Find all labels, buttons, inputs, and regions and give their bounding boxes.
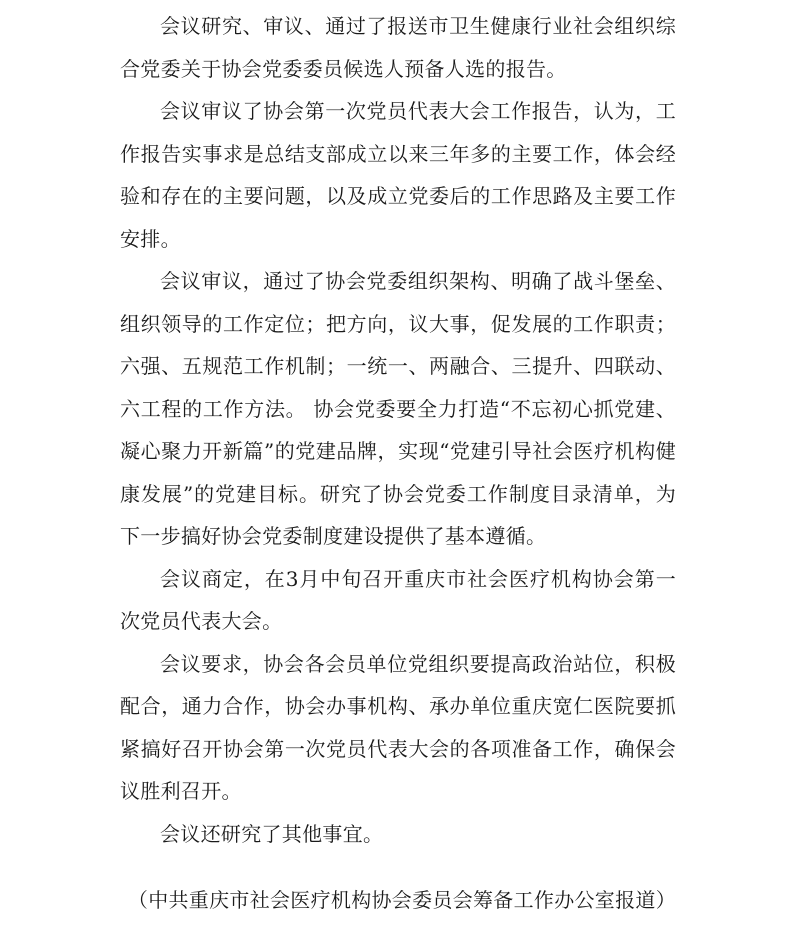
paragraph-organization-structure: 会议审议，通过了协会党委组织架构、明确了战斗堡垒、组织领导的工作定位；把方向，议大事，促发展的工作职责；六强、五规范工作机制；一统一、两融合、三提升、四联动、六工程的工作方法。 协会党委要全力打造“不忘初心抓党建、凝心聚力开新篇”的党建品牌，实现“党建引导社会医疗机构健康发展”的党建目标。研究了协会党委工作制度目录清单，为下一步搞好协会党委制度建设提供了基本遵循。 <box>120 269 676 548</box>
paragraph-review-candidates: 会议研究、审议、通过了报送市卫生健康行业社会组织综合党委关于协会党委委员候选人预备人选的报告。 <box>120 14 676 81</box>
paragraph-requirements: 会议要求，协会各会员单位党组织要提高政治站位，积极配合，通力合作，协会办事机构、承办单位重庆宽仁医院要抓紧搞好召开协会第一次党员代表大会的各项准备工作，确保会议胜利召开。 <box>120 651 676 803</box>
paragraph-work-report: 会议审议了协会第一次党员代表大会工作报告，认为，工作报告实事求是总结支部成立以来三年多的主要工作，体会经验和存在的主要问题，以及成立党委后的工作思路及主要工作安排。 <box>120 99 676 251</box>
paragraph-meeting-schedule: 会议商定，在3月中旬召开重庆市社会医疗机构协会第一次党员代表大会。 <box>120 566 676 633</box>
paragraph-other-matters: 会议还研究了其他事宜。 <box>160 821 384 846</box>
report-attribution: （中共重庆市社会医疗机构协会委员会筹备工作办公室报道） <box>127 888 676 912</box>
article-body <box>120 5 676 855</box>
